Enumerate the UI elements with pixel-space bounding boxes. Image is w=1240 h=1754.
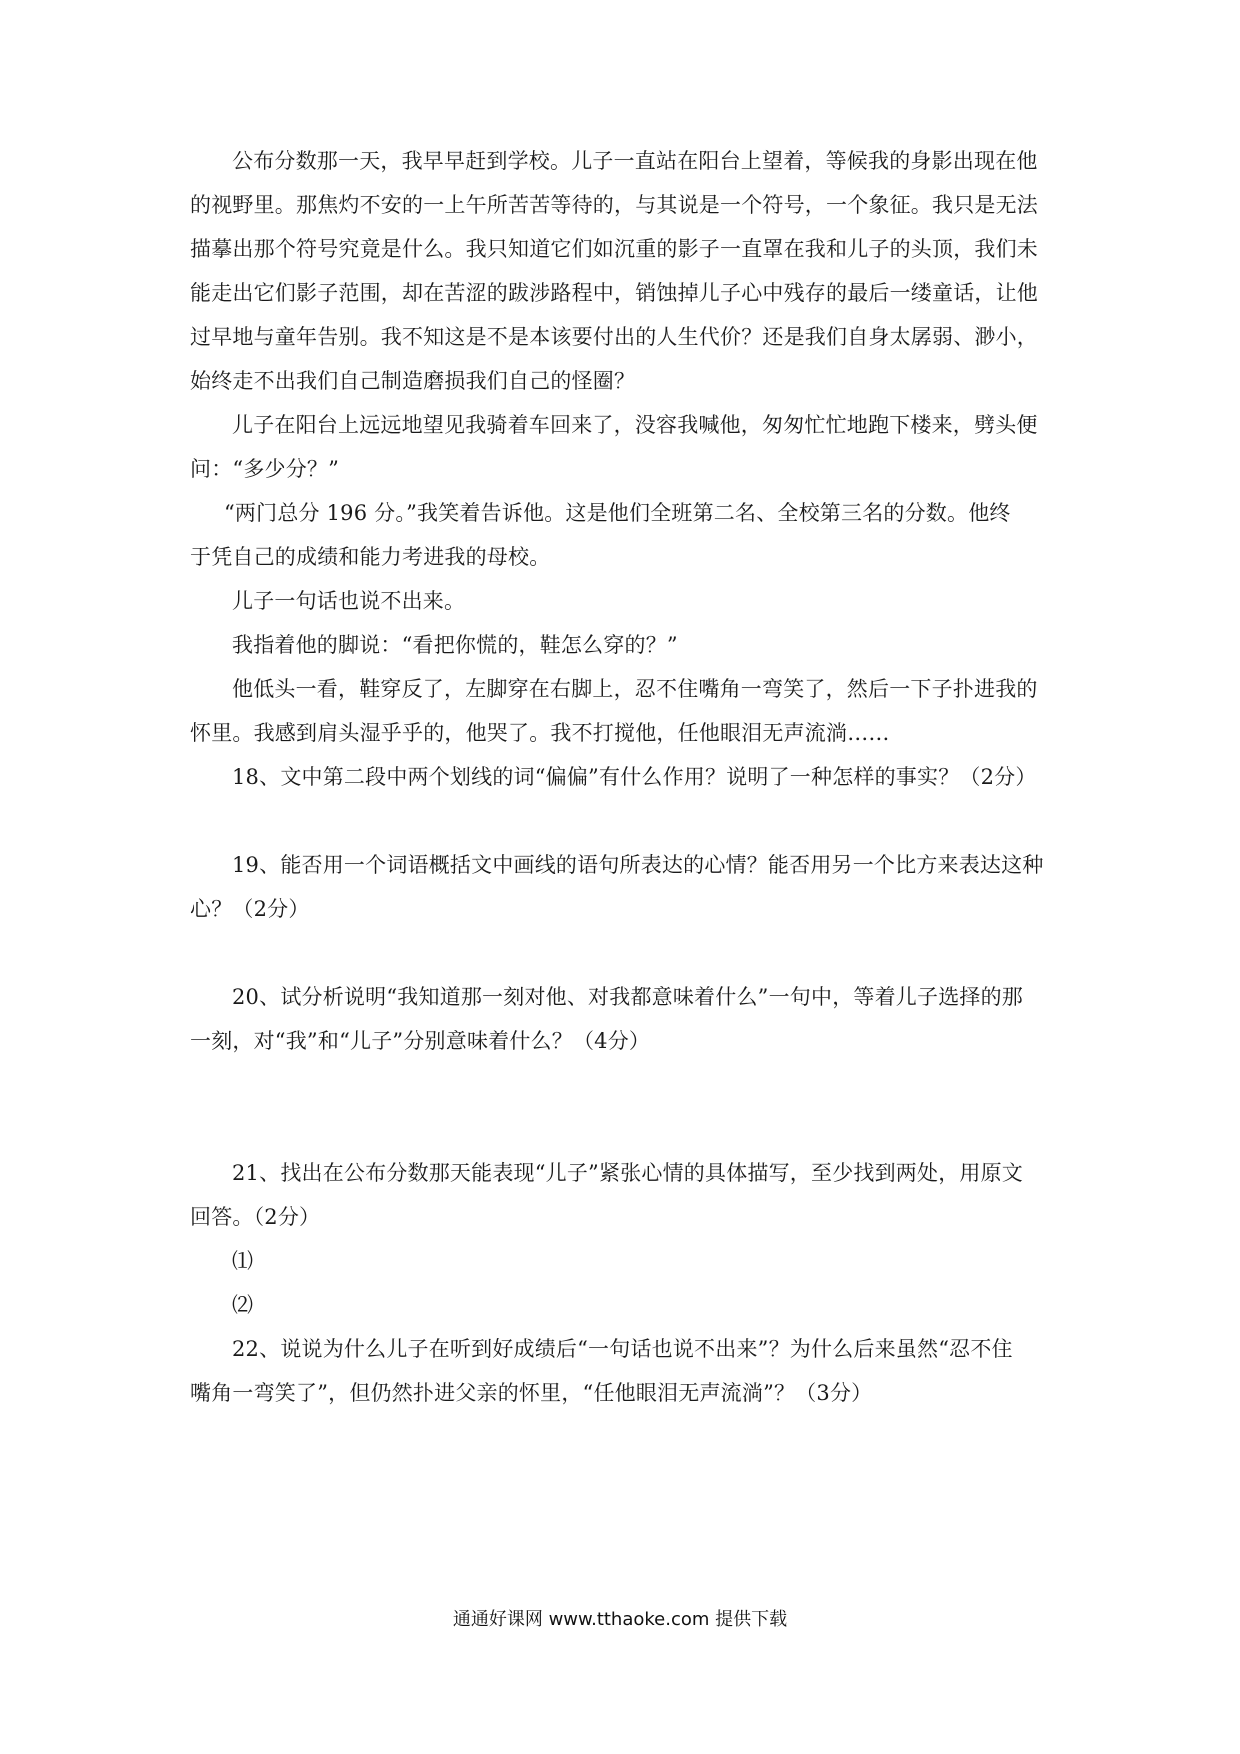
- text-line: 儿子在阳台上远远地望见我骑着车回来了，没容我喊他，匆匆忙忙地跑下楼来，劈头便: [232, 413, 1038, 437]
- question-21-cont: 回答。（2分）: [190, 1205, 321, 1229]
- question-22: 22、说说为什么儿子在听到好成绩后“一句话也说不出来”？为什么后来虽然“忍不住: [232, 1337, 1013, 1361]
- text-line: 的视野里。那焦灼不安的一上午所苦苦等待的，与其说是一个符号，一个象征。我只是无法: [190, 193, 1038, 217]
- text-line: 于凭自己的成绩和能力考进我的母校。: [190, 545, 551, 569]
- text-line: 能走出它们影子范围，却在苦涩的跋涉路程中，销蚀掉儿子心中残存的最后一缕童话，让他: [190, 281, 1038, 305]
- text-line: 怀里。我感到肩头湿乎乎的，他哭了。我不打搅他，任他眼泪无声流淌……: [190, 721, 890, 745]
- text-line: 描摹出那个符号究竟是什么。我只知道它们如沉重的影子一直罩在我和儿子的头顶，我们未: [190, 237, 1038, 261]
- text-line: 儿子一句话也说不出来。: [232, 589, 466, 613]
- text-line: 他低头一看，鞋穿反了，左脚穿在右脚上，忍不住嘴角一弯笑了，然后一下子扑进我的: [232, 677, 1038, 701]
- question-18: 18、文中第二段中两个划线的词“偏偏”有什么作用？说明了一种怎样的事实？（2分）: [232, 765, 1037, 789]
- answer-slot-1: ⑴: [232, 1249, 254, 1273]
- text-line: 公布分数那一天，我早早赶到学校。儿子一直站在阳台上望着，等候我的身影出现在他: [232, 149, 1038, 173]
- question-21: 21、找出在公布分数那天能表现“儿子”紧张心情的具体描写，至少找到两处，用原文: [232, 1161, 1023, 1185]
- question-19: 19、能否用一个词语概括文中画线的语句所表达的心情？能否用另一个比方来表达这种: [232, 853, 1044, 877]
- text-line: 始终走不出我们自己制造磨损我们自己的怪圈？: [190, 369, 636, 393]
- question-20-cont: 一刻，对“我”和“儿子”分别意味着什么？（4分）: [190, 1029, 651, 1053]
- question-19-cont: 心？（2分）: [190, 897, 310, 921]
- question-22-cont: 嘴角一弯笑了”，但仍然扑进父亲的怀里，“任他眼泪无声流淌”？（3分）: [190, 1381, 873, 1405]
- text-line: 过早地与童年告别。我不知这是不是本该要付出的人生代价？还是我们自身太孱弱、渺小，: [190, 325, 1038, 349]
- question-20: 20、试分析说明“我知道那一刻对他、对我都意味着什么”一句中，等着儿子选择的那: [232, 985, 1023, 1009]
- page-footer: 通通好课网 www.tthaoke.com 提供下载: [452, 1609, 788, 1630]
- text-line: “两门总分 196 分。”我笑着告诉他。这是他们全班第二名、全校第三名的分数。他终: [224, 501, 1011, 525]
- answer-slot-2: ⑵: [232, 1293, 254, 1317]
- text-line: 我指着他的脚说：“看把你慌的，鞋怎么穿的？”: [232, 633, 678, 657]
- text-line: 问：“多少分？”: [190, 457, 340, 481]
